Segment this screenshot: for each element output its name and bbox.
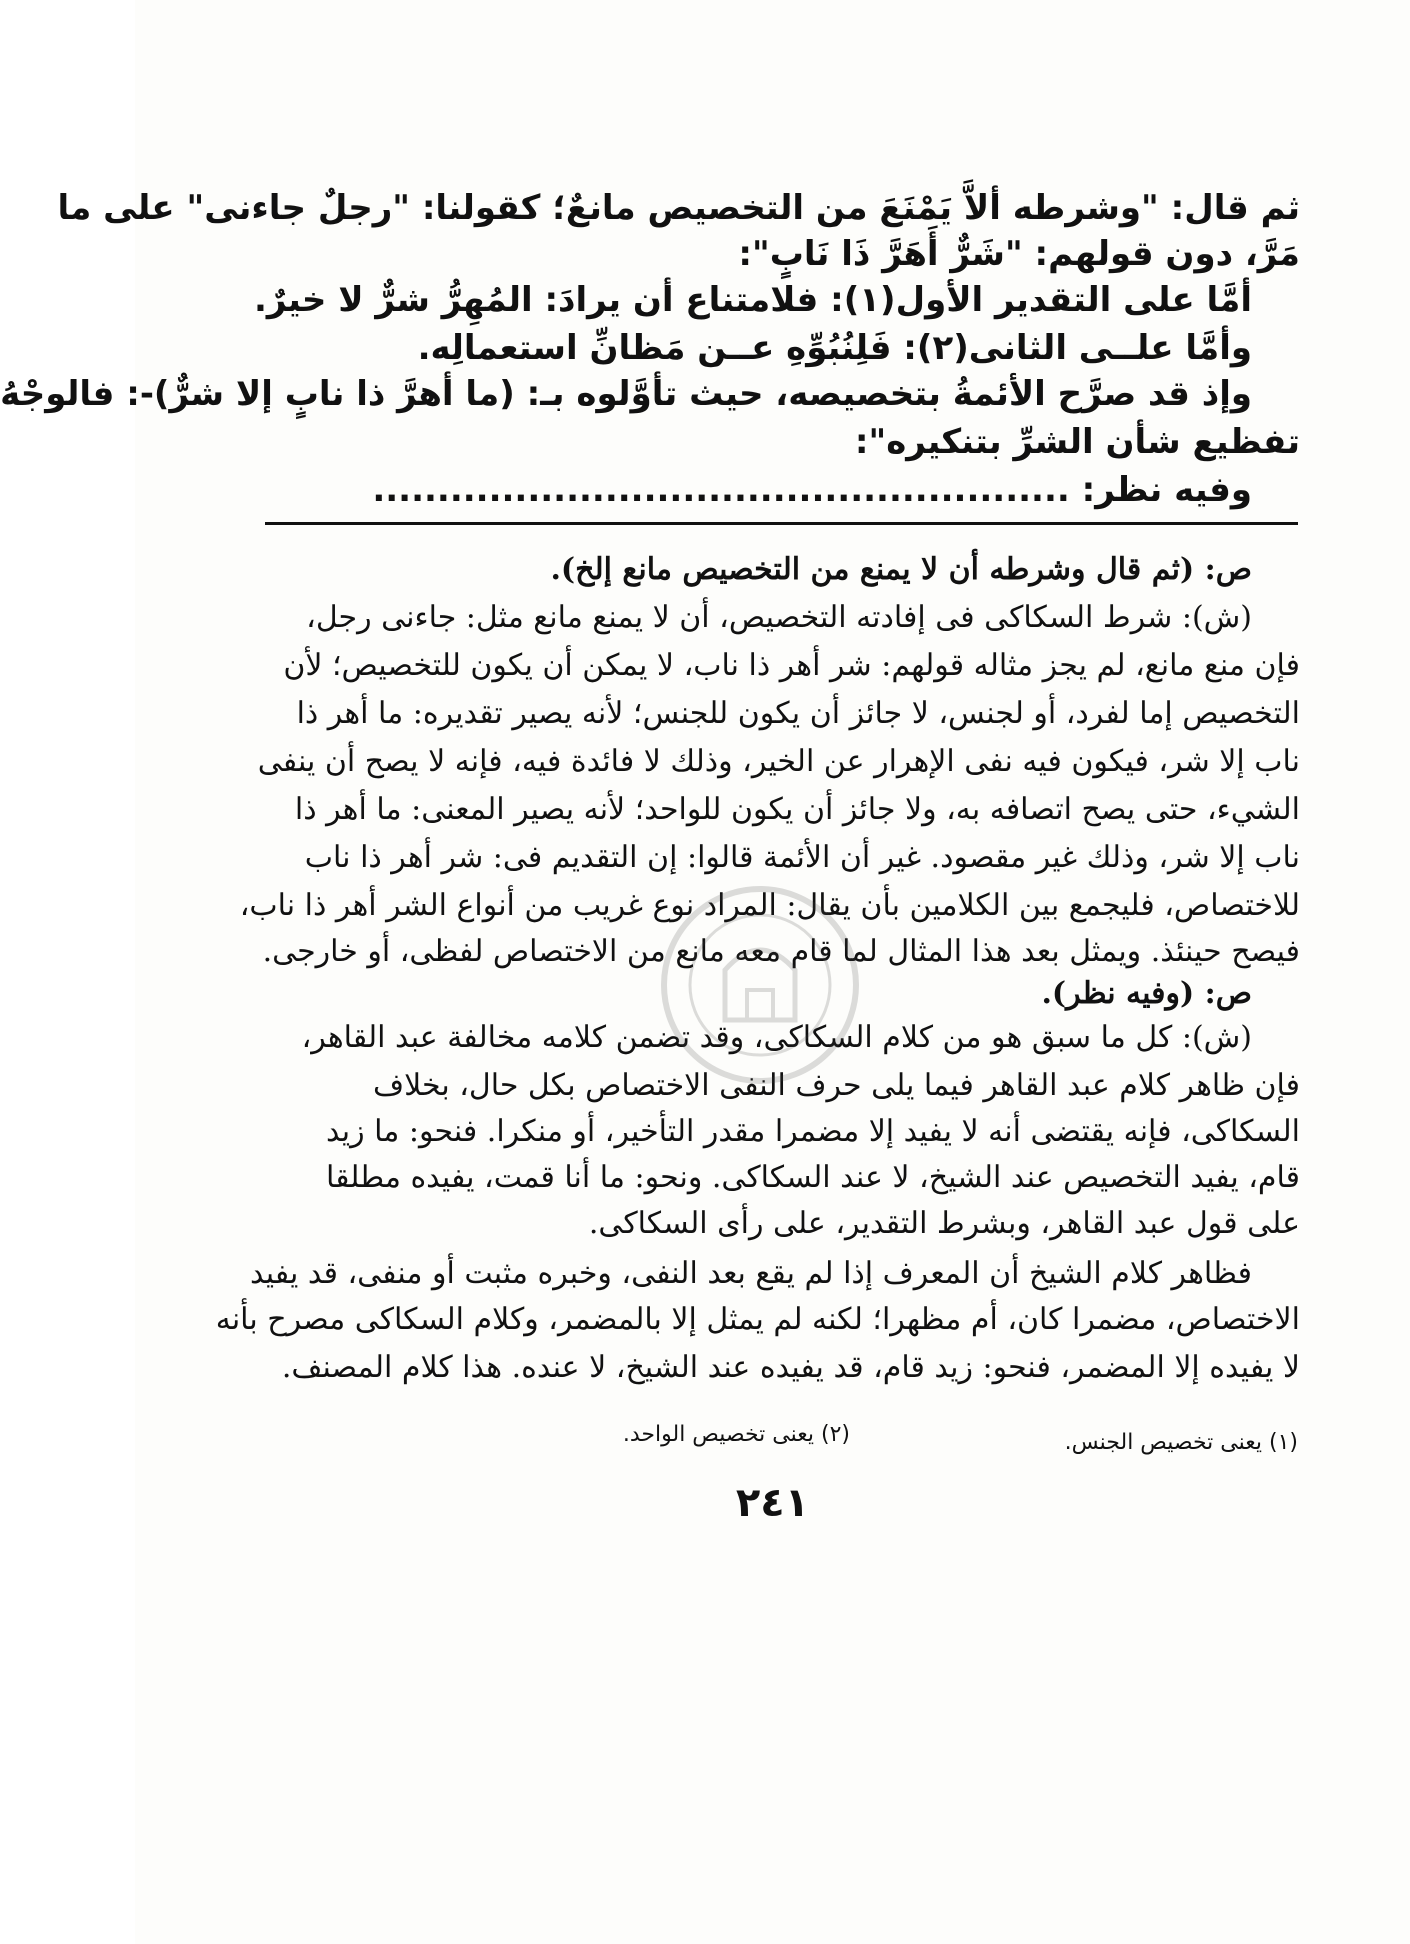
section-divider [265,522,1298,525]
sharh-line: (ش): كل ما سبق هو من كلام السكاكى، وقد تضمن كلامه مخالفة عبد القاهر، [301,1020,1252,1055]
sharh-line: فإن منع مانع، لم يجز مثاله قولهم: شر أهر ذا ناب، لا يمكن أن يكون للتخصيص؛ لأن [283,648,1300,683]
sharh-line: التخصيص إما لفرد، أو لجنس، لا جائز أن يكون للجنس؛ لأنه يصير تقديره: ما أهر ذا [296,696,1300,731]
sharh-line: فيصح حينئذ. ويمثل بعد هذا المثال لما قام معه مانع من الاختصاص لفظى، أو خارجى. [262,934,1300,969]
page-number: ٢٤١ [735,1480,810,1526]
sharh-line: ناب إلا شر، وذلك غير مقصود. غير أن الأئمة قالوا: إن التقديم فى: شر أهر ذا ناب [304,840,1300,875]
sharh-line: فظاهر كلام الشيخ أن المعرف إذا لم يقع بعد النفى، وخبره مثبت أو منفى، قد يفيد [249,1256,1252,1291]
matn-line: ثم قال: "وشرطه ألاَّ يَمْنَعَ من التخصيص مانعٌ؛ كقولنا: "رجلٌ جاءنى" على ما [57,188,1300,228]
footnote-2: (٢) يعنى تخصيص الواحد. [622,1422,850,1447]
sharh-line: ص: (وفيه نظر). [1041,976,1252,1011]
sharh-line: (ش): شرط السكاكى فى إفادته التخصيص، أن لا يمنع مانع مثل: جاءنى رجل، [306,600,1252,635]
library-seal-icon [655,880,865,1090]
sharh-line: قام، يفيد التخصيص عند الشيخ، لا عند السكاكى. ونحو: ما أنا قمت، يفيده مطلقا [325,1160,1300,1195]
sharh-line: ناب إلا شر، فيكون فيه نفى الإهرار عن الخير، وذلك لا فائدة فيه، فإنه لا يصح أن ينفى [257,744,1300,779]
sharh-line: لا يفيده إلا المضمر، فنحو: زيد قام، قد يفيده عند الشيخ، لا عنده. هذا كلام المصنف. [281,1350,1300,1385]
matn-line: وأمَّا علــى الثانى(٢): فَلِنُبُوِّهِ عــن مَظانِّ استعمالِه. [417,328,1252,368]
matn-block [0,186,1300,516]
sharh-line: للاختصاص، فليجمع بين الكلامين بأن يقال: المراد نوع غريب من أنواع الشر أهر ذا ناب، [239,888,1300,923]
sharh-line: الاختصاص، مضمرا كان، أم مظهرا؛ لكنه لم يمثل إلا بالمضمر، وكلام السكاكى مصرح بأنه [215,1302,1300,1337]
sharh-line: فإن ظاهر كلام عبد القاهر فيما يلى حرف النفى الاختصاص بكل حال، بخلاف [372,1068,1300,1103]
sharh-line: السكاكى، فإنه يقتضى أنه لا يفيد إلا مضمرا مقدر التأخير، أو منكرا. فنحو: ما زيد [326,1114,1300,1149]
matn-line: أمَّا على التقدير الأول(١): فلامتناع أن يرادَ: المُهِرُّ شرٌّ لا خيرٌ. [253,280,1252,320]
matn-line: وإذ قد صرَّح الأئمةُ بتخصيصه، حيث تأوَّلوه بـ: (ما أهرَّ ذا نابٍ إلا شرٌّ)-: فالوجْهُ [0,374,1252,414]
sharh-line: ص: (ثم قال وشرطه أن لا يمنع من التخصيص مانع إلخ). [550,552,1252,587]
matn-line: وفيه نظر: ...................................................... [372,470,1252,510]
sharh-line: على قول عبد القاهر، وبشرط التقدير، على رأى السكاكى. [588,1206,1300,1241]
sharh-line: الشيء، حتى يصح اتصافه به، ولا جائز أن يكون للواحد؛ لأنه يصير المعنى: ما أهر ذا [294,792,1300,827]
matn-line: مَرَّ، دون قولهم: "شَرٌّ أَهَرَّ ذَا نَابٍ": [738,234,1300,274]
matn-line: تفظيع شأن الشرِّ بتنكيره": [854,422,1300,462]
footnote-1: (١) يعنى تخصيص الجنس. [1064,1430,1298,1455]
